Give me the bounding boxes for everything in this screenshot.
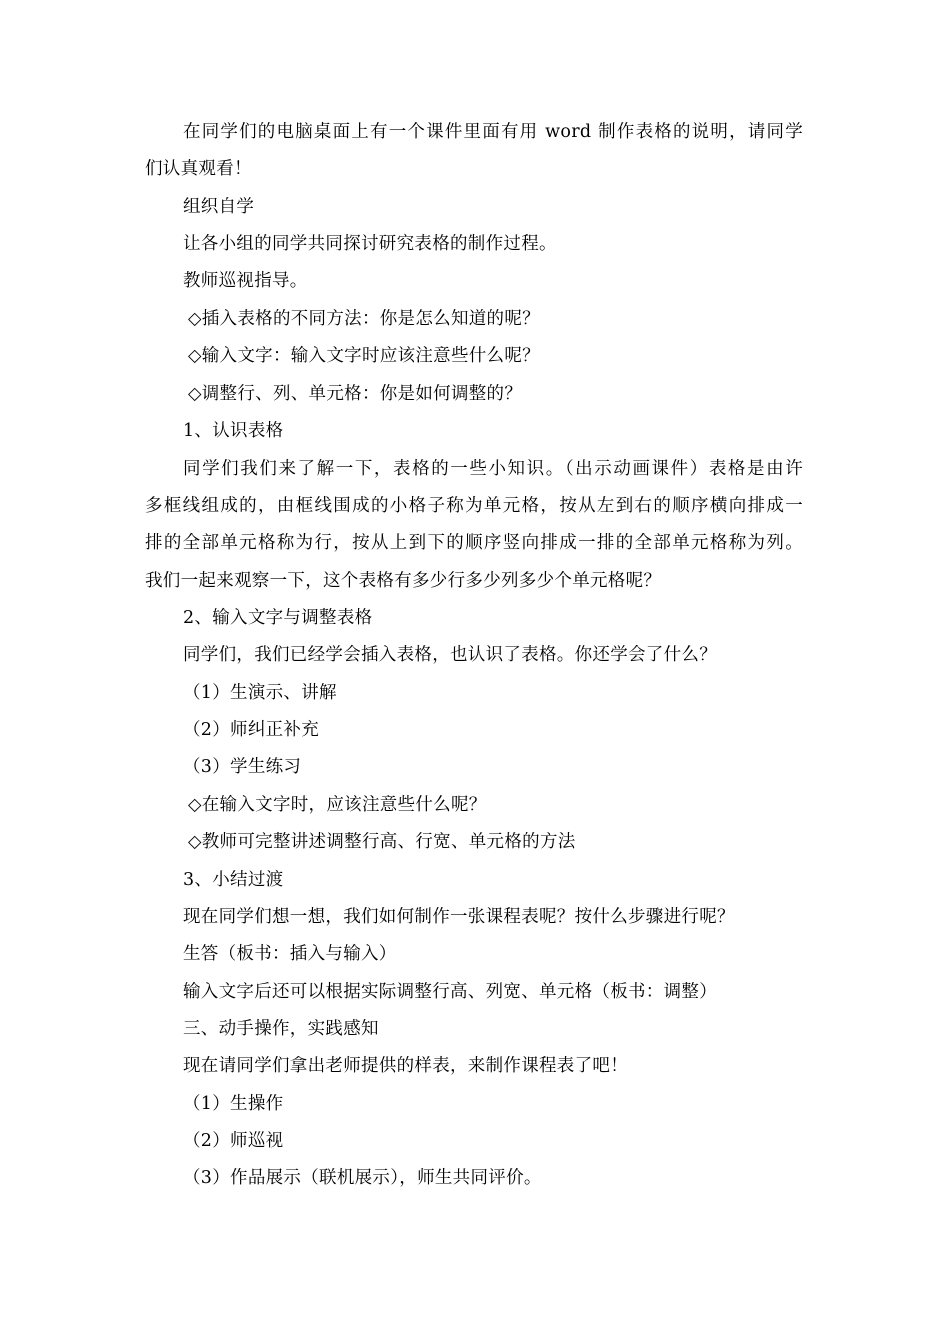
- paragraph-line-11: 多框线组成的，由框线围成的小格子称为单元格，按从左到右的顺序横向排成一: [145, 496, 803, 516]
- paragraph-line-10: 同学们我们来了解一下，表格的一些小知识。（出示动画课件）表格是由许: [183, 459, 803, 479]
- numbered-item-3: （3）学生练习: [183, 757, 302, 777]
- heading-organize-self-study: 组织自学: [183, 197, 255, 217]
- paragraph-line-1: 在同学们的电脑桌面上有一个课件里面有用 word 制作表格的说明，请同学: [183, 122, 803, 142]
- numbered-item-6: （3）作品展示（联机展示），师生共同评价。: [183, 1168, 542, 1188]
- section-heading-4: 三、动手操作，实践感知: [183, 1019, 379, 1039]
- bullet-item-1: ◇插入表格的不同方法：你是怎么知道的呢？: [188, 309, 540, 329]
- bullet-item-4: ◇在输入文字时，应该注意些什么呢？: [188, 795, 487, 815]
- paragraph-line-5: 教师巡视指导。: [183, 271, 308, 291]
- paragraph-line-2: 们认真观看！: [145, 159, 252, 179]
- paragraph-line-15: 同学们，我们已经学会插入表格，也认识了表格。你还学会了什么？: [183, 645, 717, 665]
- paragraph-line-23: 生答（板书：插入与输入）: [183, 944, 397, 964]
- numbered-item-2: （2）师纠正补充: [183, 720, 320, 740]
- bullet-item-2: ◇输入文字：输入文字时应该注意些什么呢？: [188, 346, 540, 366]
- paragraph-line-26: 现在请同学们拿出老师提供的样表，来制作课程表了吧！: [183, 1056, 628, 1076]
- section-heading-3: 3、小结过渡: [183, 870, 284, 890]
- numbered-item-4: （1）生操作: [183, 1094, 284, 1114]
- numbered-item-5: （2）师巡视: [183, 1131, 284, 1151]
- bullet-item-5: ◇教师可完整讲述调整行高、行宽、单元格的方法: [188, 832, 576, 852]
- section-heading-2: 2、输入文字与调整表格: [183, 608, 373, 628]
- paragraph-line-13: 我们一起来观察一下，这个表格有多少行多少列多少个单元格呢？: [145, 571, 662, 591]
- paragraph-line-4: 让各小组的同学共同探讨研究表格的制作过程。: [183, 234, 557, 254]
- bullet-item-3: ◇调整行、列、单元格：你是如何调整的？: [188, 384, 523, 404]
- paragraph-line-24: 输入文字后还可以根据实际调整行高、列宽、单元格（板书：调整）: [183, 982, 717, 1002]
- paragraph-line-22: 现在同学们想一想，我们如何制作一张课程表呢？按什么步骤进行呢？: [183, 907, 735, 927]
- numbered-item-1: （1）生演示、讲解: [183, 683, 337, 703]
- section-heading-1: 1、认识表格: [183, 421, 284, 441]
- paragraph-line-12: 排的全部单元格称为行，按从上到下的顺序竖向排成一排的全部单元格称为列。: [145, 533, 803, 553]
